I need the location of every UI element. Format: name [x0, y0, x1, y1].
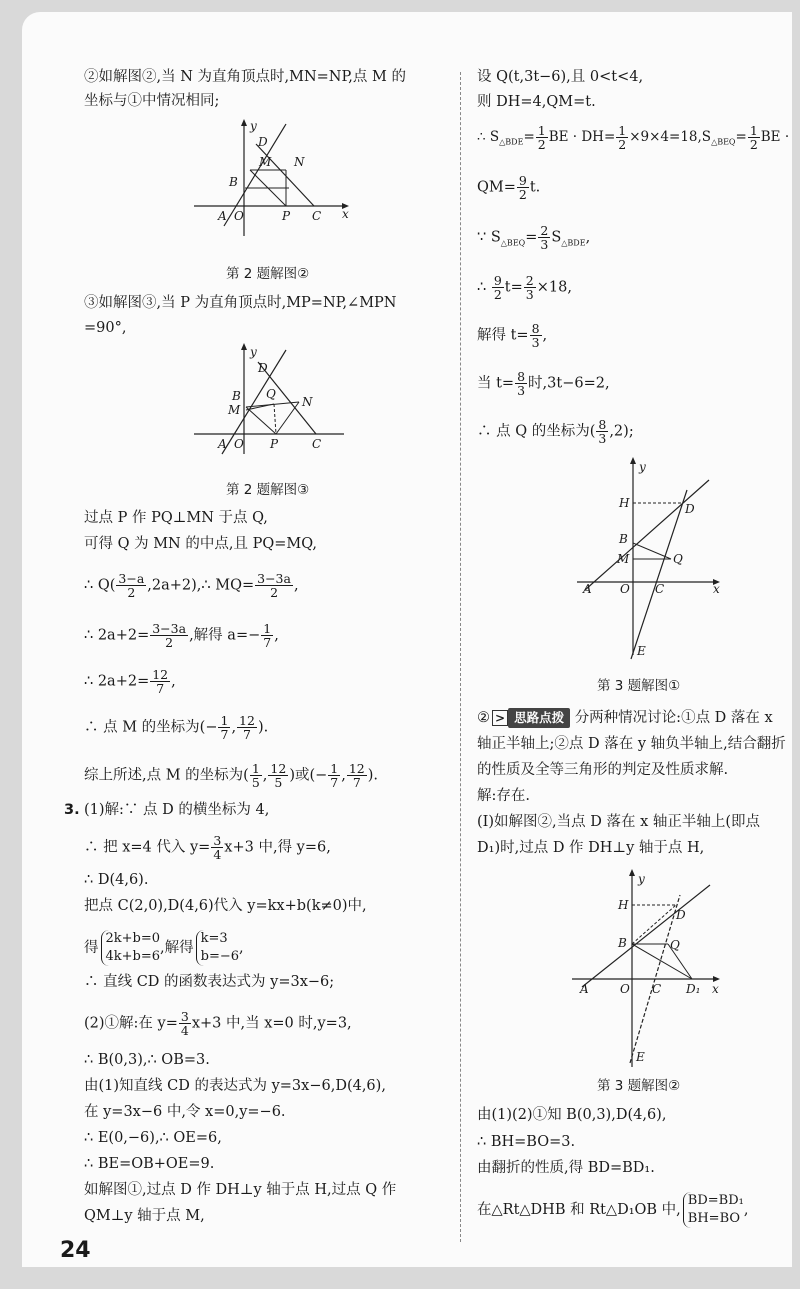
- t: )或(−: [289, 767, 328, 784]
- fig-label: x: [712, 982, 719, 996]
- page-number: 24: [60, 1238, 91, 1263]
- t: ).: [367, 767, 379, 784]
- t: ,: [262, 767, 268, 784]
- den: 7: [330, 775, 339, 790]
- den: 5: [251, 775, 260, 790]
- fig-label: N: [294, 155, 305, 169]
- num: 3−3a: [152, 621, 187, 636]
- sub: △BEQ: [500, 238, 526, 248]
- fig-label: Q: [670, 938, 680, 952]
- fig-label: B: [229, 175, 238, 189]
- t: t=: [504, 279, 523, 296]
- t: ,解得 a=−: [189, 627, 261, 644]
- text-line: 如解图①,过点 D 作 DH⊥y 轴于点 H,过点 Q 作: [84, 1182, 397, 1198]
- num: 1: [330, 761, 339, 776]
- den: 3: [598, 431, 607, 446]
- text-line: (Ⅰ)如解图②,当点 D 落在 x 轴正半轴上(即点: [477, 814, 761, 830]
- den: 2: [165, 635, 174, 650]
- eq: BH=BO: [687, 1211, 741, 1226]
- den: 2: [749, 137, 758, 152]
- q-num: 3.: [64, 802, 80, 818]
- formula-line: [84, 762, 378, 789]
- eq: k=3: [200, 931, 228, 946]
- num: 3: [213, 833, 222, 848]
- fig-label: D₁: [686, 982, 701, 996]
- fig-label: D: [685, 502, 695, 516]
- fraction: [237, 714, 257, 741]
- eq: 4k+b=6: [105, 949, 161, 964]
- fraction: [150, 622, 188, 649]
- den: 5: [274, 775, 283, 790]
- fig-label: B: [619, 532, 628, 546]
- figure-3-1: [547, 455, 727, 674]
- fig-label: N: [302, 395, 313, 409]
- formula-line: [84, 622, 279, 649]
- fig-label: O: [234, 437, 244, 451]
- fig-label: y: [250, 345, 257, 359]
- fraction: [596, 418, 608, 445]
- formula-line: [477, 274, 572, 301]
- text-line: ∴ BH=BO=3.: [477, 1134, 576, 1150]
- den: 7: [352, 775, 361, 790]
- text-line: ③如解图③,当 P 为直角顶点时,MP=NP,∠MPN: [84, 295, 397, 311]
- figure-caption: 第 2 题解图③: [226, 482, 310, 498]
- t: ∴: [477, 279, 491, 296]
- fraction: [748, 124, 760, 151]
- formula-line: [477, 124, 789, 153]
- t: =: [525, 229, 538, 246]
- page: [22, 12, 792, 1267]
- den: 7: [243, 727, 251, 742]
- t: 分两种情况讨论:①点 D 落在 x: [574, 710, 773, 726]
- fig-label: Q: [266, 387, 276, 401]
- t: ,: [542, 327, 548, 344]
- t: ,: [274, 627, 279, 644]
- den: 7: [220, 727, 229, 742]
- t: ,: [743, 1202, 749, 1218]
- fig-label: M: [228, 403, 241, 417]
- text-line: 轴正半轴上;②点 D 落在 y 轴负半轴上,结合翻折: [477, 736, 786, 752]
- fig-label: B: [232, 389, 241, 403]
- t: ).: [257, 719, 269, 736]
- t: ∴ S: [477, 129, 500, 145]
- t: =: [735, 129, 747, 145]
- text-line: ∴ D(4,6).: [84, 872, 149, 888]
- formula-line: [477, 370, 610, 397]
- sub: △BEQ: [711, 137, 736, 147]
- num: 9: [493, 273, 502, 288]
- formula-line: [84, 834, 331, 861]
- eq: BD=BD₁: [687, 1193, 744, 1208]
- fig-label: M: [617, 552, 630, 566]
- t: (2)①解:在 y=: [84, 1015, 178, 1032]
- fraction: [250, 762, 262, 789]
- formula-line: [84, 1010, 352, 1037]
- formula-line: [477, 322, 547, 349]
- figure-3-2: [562, 867, 732, 1076]
- t: ∴ 2a+2=: [84, 627, 150, 644]
- den: 7: [156, 681, 165, 696]
- den: 7: [263, 635, 272, 650]
- equation-system: [101, 930, 161, 966]
- equation-system: [196, 930, 239, 966]
- fraction: [179, 1010, 191, 1037]
- fraction: [328, 762, 340, 789]
- t: BE ·: [760, 129, 790, 145]
- t: S: [551, 229, 562, 246]
- fig-label: Q: [673, 552, 683, 566]
- den: 3: [540, 237, 549, 252]
- num: 9: [518, 173, 527, 188]
- text-line: QM⊥y 轴于点 M,: [84, 1208, 205, 1224]
- t: 在△Rt△DHB 和 Rt△D₁OB 中,: [477, 1202, 681, 1218]
- num: 1: [618, 123, 627, 138]
- t: x+3 中,当 x=0 时,y=3,: [191, 1015, 352, 1032]
- fraction: [536, 124, 548, 151]
- t: t.: [529, 179, 541, 196]
- t: ×9×4=18,S: [629, 129, 712, 145]
- t: ,: [585, 229, 591, 246]
- fig-label: x: [342, 207, 349, 221]
- den: 3: [531, 335, 540, 350]
- num: 1: [537, 123, 546, 138]
- num: 12: [348, 761, 365, 776]
- text-line: 解:存在.: [477, 788, 530, 804]
- t: ×18,: [536, 279, 572, 296]
- den: 4: [180, 1023, 189, 1038]
- num: 3: [180, 1009, 189, 1024]
- text-line: ∴ E(0,−6),∴ OE=6,: [84, 1130, 222, 1146]
- den: 2: [618, 137, 627, 152]
- fraction: [211, 834, 223, 861]
- fig-label: C: [652, 982, 662, 996]
- den: 2: [127, 585, 136, 600]
- text-line: 坐标与①中情况相同;: [84, 93, 220, 109]
- formula-line: [477, 174, 540, 201]
- t: ∵ S: [477, 229, 501, 246]
- arrow-icon: >: [492, 710, 508, 726]
- text-line: 由翻折的性质,得 BD=BD₁.: [477, 1160, 655, 1176]
- fraction: [116, 572, 146, 599]
- fig-label: O: [620, 982, 630, 996]
- t: ∴ 2a+2=: [84, 673, 150, 690]
- text-line: 由(1)知直线 CD 的表达式为 y=3x−6,D(4,6),: [84, 1078, 386, 1094]
- fraction: [268, 762, 288, 789]
- text-line: ∴ 直线 CD 的函数表达式为 y=3x−6;: [84, 974, 335, 990]
- t: ,: [171, 673, 176, 690]
- tip-badge: 思路点拨: [508, 708, 570, 728]
- den: 2: [270, 585, 279, 600]
- text-line: 则 DH=4,QM=t.: [477, 94, 596, 110]
- t: ,: [239, 940, 244, 956]
- t: ∴ 点 Q 的坐标为(: [477, 423, 596, 440]
- equation-system: [683, 1192, 744, 1228]
- t: x+3 中,得 y=6,: [224, 839, 331, 856]
- fraction: [530, 322, 542, 349]
- question-number: [64, 800, 80, 820]
- fraction: [150, 668, 170, 695]
- t: 解得 t=: [477, 327, 529, 344]
- t: 时,3t−6=2,: [528, 375, 610, 392]
- formula-line: [477, 418, 634, 445]
- fig-label: D: [258, 361, 268, 375]
- fig-label: D: [258, 135, 268, 149]
- fig-label: C: [312, 437, 322, 451]
- fig-label: O: [620, 582, 630, 596]
- t: ,: [341, 767, 346, 784]
- sub: △BDE: [499, 137, 524, 147]
- fig-label: B: [618, 936, 627, 950]
- num: 12: [239, 713, 255, 728]
- num: 1: [263, 621, 272, 636]
- num: 3−3a: [257, 571, 291, 586]
- eq: 2k+b=0: [105, 931, 161, 946]
- num: 2: [540, 223, 549, 238]
- text-line: 可得 Q 为 MN 的中点,且 PQ=MQ,: [84, 536, 317, 552]
- num: 8: [517, 369, 526, 384]
- formula-line: [477, 1192, 748, 1228]
- fig-label: H: [618, 898, 629, 912]
- fig-label: O: [234, 209, 244, 223]
- figure-caption: 第 3 题解图②: [597, 1078, 681, 1094]
- num: 8: [598, 417, 607, 432]
- text-line: 在 y=3x−6 中,令 x=0,y=−6.: [84, 1104, 286, 1120]
- den: 4: [213, 847, 222, 862]
- fig-label: D: [676, 908, 686, 922]
- num: 3−a: [118, 571, 145, 586]
- t: ,: [293, 577, 299, 594]
- formula-line: [84, 668, 176, 695]
- fig-label: P: [270, 437, 279, 451]
- fraction: [255, 572, 293, 599]
- tip-line: [477, 708, 773, 728]
- fig-label: M: [259, 155, 272, 169]
- fig-label: A: [218, 437, 227, 451]
- formula-line: [84, 714, 268, 741]
- fraction: [492, 274, 504, 301]
- num: 12: [152, 667, 169, 682]
- num: 2: [525, 273, 534, 288]
- sub: △BDE: [561, 238, 586, 248]
- fraction: [261, 622, 273, 649]
- fig-label: P: [282, 209, 291, 223]
- t: QM=: [477, 179, 516, 196]
- fig-label: y: [250, 119, 257, 133]
- num: 1: [749, 123, 758, 138]
- fig-label: y: [638, 872, 645, 886]
- text-line: 的性质及全等三角形的判定及性质求解.: [477, 762, 729, 778]
- text-line: 设 Q(t,3t−6),且 0<t<4,: [477, 69, 644, 85]
- num: 1: [220, 713, 229, 728]
- t: =: [523, 129, 535, 145]
- t: ∴ 点 M 的坐标为(−: [84, 719, 218, 736]
- fig-label: E: [637, 644, 646, 658]
- t: 得: [84, 940, 99, 956]
- fig-label: A: [218, 209, 227, 223]
- text-line: D₁)时,过点 D 作 DH⊥y 轴于点 H,: [477, 840, 705, 856]
- figure-caption: 第 2 题解图②: [226, 266, 310, 282]
- t: 当 t=: [477, 375, 515, 392]
- formula-line: [84, 572, 299, 599]
- num: 8: [531, 321, 540, 336]
- t: ∴ 把 x=4 代入 y=: [84, 839, 211, 856]
- t: BE · DH=: [548, 129, 616, 145]
- fig-label: C: [312, 209, 322, 223]
- fraction: [347, 762, 367, 789]
- t: ∴ Q(: [84, 577, 116, 594]
- text-line: 过点 P 作 PQ⊥MN 于点 Q,: [84, 510, 268, 526]
- fraction: [517, 174, 529, 201]
- eq: b=−6: [200, 949, 240, 964]
- fig-label: A: [580, 982, 589, 996]
- text-line: =90°,: [84, 320, 127, 336]
- fig-label: y: [639, 460, 646, 474]
- fig-label: E: [636, 1050, 645, 1064]
- fraction: [218, 714, 230, 741]
- t: ②: [477, 710, 490, 726]
- text-line: ∴ B(0,3),∴ OB=3.: [84, 1052, 210, 1068]
- formula-line: [477, 224, 590, 253]
- figure-2-2: [184, 116, 354, 260]
- fraction: [515, 370, 527, 397]
- t: 综上所述,点 M 的坐标为(: [84, 767, 249, 784]
- column-divider: [460, 72, 461, 1242]
- t: ,2);: [609, 423, 634, 440]
- fraction: [524, 274, 536, 301]
- text-line: ②如解图②,当 N 为直角顶点时,MN=NP,点 M 的: [84, 69, 406, 85]
- fig-label: x: [713, 582, 720, 596]
- text-line: ∴ BE=OB+OE=9.: [84, 1156, 215, 1172]
- formula-line: [84, 930, 244, 966]
- text-line: 由(1)(2)①知 B(0,3),D(4,6),: [477, 1107, 667, 1123]
- text-line: (1)解:∵ 点 D 的横坐标为 4,: [84, 802, 270, 818]
- fig-label: C: [655, 582, 665, 596]
- figure-caption: 第 3 题解图①: [597, 678, 681, 694]
- t: ,2a+2),∴ MQ=: [147, 577, 255, 594]
- den: 2: [493, 287, 502, 302]
- num: 12: [270, 761, 287, 776]
- fig-label: H: [619, 496, 630, 510]
- fraction: [616, 124, 628, 151]
- t: ,解得: [160, 940, 194, 956]
- den: 3: [517, 383, 526, 398]
- t: ,: [231, 719, 237, 736]
- text-line: 把点 C(2,0),D(4,6)代入 y=kx+b(k≠0)中,: [84, 898, 367, 914]
- den: 2: [518, 187, 527, 202]
- den: 3: [525, 287, 534, 302]
- figure-2-3: [184, 342, 354, 476]
- fig-label: A: [583, 582, 592, 596]
- num: 1: [251, 761, 260, 776]
- den: 2: [537, 137, 546, 152]
- fraction: [538, 224, 550, 251]
